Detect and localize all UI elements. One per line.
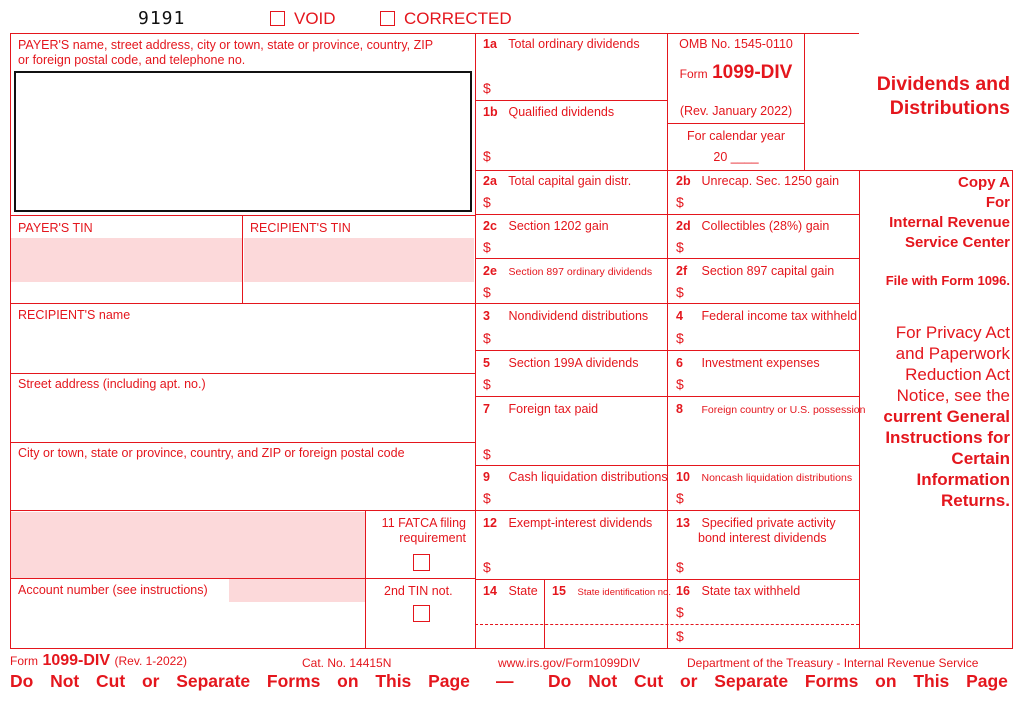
box-12-label: 12 Exempt-interest dividends <box>483 516 653 530</box>
box-10-field[interactable] <box>688 486 857 509</box>
recipient-name-field[interactable] <box>11 324 474 372</box>
privacy-notice: For Privacy Act and Paperwork Reduction Act Notice, see the <box>895 323 1010 405</box>
city-label: City or town, state or province, country, and ZIP or foreign postal code <box>18 446 405 460</box>
box-8-label: 8 Foreign country or U.S. possession <box>676 402 866 416</box>
irs-line-1: Internal Revenue <box>889 214 1010 231</box>
box-2e-dollar: $ <box>483 284 491 300</box>
account-label: Account number (see instructions) <box>18 583 208 597</box>
box-13-label: 13 Specified private activity <box>676 516 836 530</box>
payer-label: PAYER'S name, street address, city or town, state or province, country, ZIP <box>18 38 434 52</box>
recipient-tin-field[interactable] <box>244 238 474 302</box>
calendar-year-label: For calendar year <box>687 129 785 143</box>
cat-number: Cat. No. 14415N <box>302 656 392 670</box>
payer-info-field[interactable] <box>14 71 472 212</box>
box-3-dollar: $ <box>483 330 491 346</box>
box-5-field[interactable] <box>495 372 665 395</box>
form-id: Form 1099-DIV <box>679 62 793 83</box>
irs-line-2: Service Center <box>904 234 1010 251</box>
box-2a-field[interactable] <box>495 190 665 213</box>
box-16-field-1[interactable] <box>688 602 857 623</box>
box-15-label: 15 State identification no. <box>552 584 671 598</box>
box-15-field-1[interactable] <box>545 602 666 623</box>
instructions-notice: current General Instructions for Certain Information Returns. <box>883 407 1010 510</box>
void-label: VOID <box>294 9 336 28</box>
fatca-label-1: FATCA filing <box>398 516 466 530</box>
box-6-field[interactable] <box>688 372 857 395</box>
box-6-label: 6 Investment expenses <box>676 356 820 370</box>
box-7-dollar: $ <box>483 446 491 462</box>
second-tin-checkbox[interactable] <box>413 605 430 622</box>
box-2d-dollar: $ <box>676 239 684 255</box>
account-field[interactable] <box>11 602 364 647</box>
box-2c-label: 2c Section 1202 gain <box>483 219 609 233</box>
payer-tin-field[interactable] <box>11 238 242 302</box>
form-code: 9191 <box>138 8 186 29</box>
box-6-dollar: $ <box>676 376 684 392</box>
box-2b-dollar: $ <box>676 194 684 210</box>
box-15-field-2[interactable] <box>545 626 666 647</box>
box-2c-field[interactable] <box>495 235 665 257</box>
box-14-field-2[interactable] <box>476 626 543 647</box>
treasury-dept: Department of the Treasury - Internal Revenue Service <box>687 656 979 670</box>
recipient-tin-label: RECIPIENT'S TIN <box>250 221 351 235</box>
form-name: 1099-DIV <box>712 62 793 83</box>
box-12-field[interactable] <box>495 534 665 578</box>
box-2b-field[interactable] <box>688 190 857 213</box>
box-2a-dollar: $ <box>483 194 491 210</box>
box-4-field[interactable] <box>688 326 857 349</box>
do-not-cut-right: Do Not Cut or Separate Forms on This Page <box>548 671 1008 691</box>
box-2a-label: 2a Total capital gain distr. <box>483 174 632 188</box>
box-4-label: 4 Federal income tax withheld <box>676 309 858 323</box>
box-13-label-cont: bond interest dividends <box>698 531 827 545</box>
box-3-label: 3 Nondividend distributions <box>483 309 649 323</box>
void-checkbox[interactable] <box>270 11 285 26</box>
box-1a-field[interactable] <box>495 55 665 99</box>
box-2f-label: 2f Section 897 capital gain <box>676 264 835 278</box>
box-8-field[interactable] <box>676 420 857 464</box>
irs-url: www.irs.gov/Form1099DIV <box>498 656 641 670</box>
box-1a-label: 1a Total ordinary dividends <box>483 37 640 51</box>
box-2e-label: 2e Section 897 ordinary dividends <box>483 264 653 278</box>
fatca-label-2: requirement <box>399 531 466 545</box>
fatca-checkbox[interactable] <box>413 554 430 571</box>
box-2f-dollar: $ <box>676 284 684 300</box>
box-10-dollar: $ <box>676 490 684 506</box>
fatca-num: 11 <box>381 516 395 530</box>
box-5-label: 5 Section 199A dividends <box>483 356 639 370</box>
account-shade <box>229 579 365 602</box>
do-not-cut-left: Do Not Cut or Separate Forms on This Page <box>10 671 470 691</box>
box-9-field[interactable] <box>495 486 665 509</box>
box-4-dollar: $ <box>676 330 684 346</box>
shaded-block <box>11 512 365 578</box>
box-2d-field[interactable] <box>688 235 857 257</box>
box-3-field[interactable] <box>495 326 665 349</box>
box-13-field[interactable] <box>688 548 857 578</box>
footer-form-id: Form 1099-DIV (Rev. 1-2022) <box>10 652 187 669</box>
box-14-label: 14 State <box>483 584 538 598</box>
box-12-dollar: $ <box>483 559 491 575</box>
box-9-dollar: $ <box>483 490 491 506</box>
box-1b-label: 1b Qualified dividends <box>483 105 615 119</box>
box-16-dollar-2: $ <box>676 628 684 644</box>
box-2b-label: 2b Unrecap. Sec. 1250 gain <box>676 174 840 188</box>
payer-tin-label: PAYER'S TIN <box>18 221 93 235</box>
revision: (Rev. January 2022) <box>679 104 793 118</box>
copy-for: For <box>985 194 1010 211</box>
box-2d-label: 2d Collectibles (28%) gain <box>676 219 830 233</box>
box-1b-field[interactable] <box>495 122 665 168</box>
box-16-field-2[interactable] <box>688 626 857 647</box>
corrected-label: CORRECTED <box>404 9 512 28</box>
box-10-label: 10 Noncash liquidation distributions <box>676 470 853 484</box>
title-line-2: Distributions <box>889 97 1010 119</box>
box-16-label: 16 State tax withheld <box>676 584 801 598</box>
box-2c-dollar: $ <box>483 239 491 255</box>
box-13-dollar: $ <box>676 559 684 575</box>
box-9-label: 9 Cash liquidation distributions <box>483 470 668 484</box>
file-with: File with Form 1096. <box>885 273 1010 288</box>
title-line-1: Dividends and <box>876 73 1010 95</box>
calendar-year: 20 ____ <box>713 150 759 164</box>
warning-dash: — <box>496 671 514 691</box>
street-address-field[interactable] <box>11 393 474 441</box>
box-7-field[interactable] <box>495 420 665 464</box>
omb-number: OMB No. 1545-0110 <box>679 37 793 51</box>
box-7-label: 7 Foreign tax paid <box>483 402 599 416</box>
copy-a-block <box>862 173 1010 253</box>
payer-label-cont: or foreign postal code, and telephone no. <box>18 53 246 67</box>
recipient-name-label: RECIPIENT'S name <box>18 308 131 322</box>
fatca-label <box>366 516 466 531</box>
box-1a-dollar: $ <box>483 80 491 96</box>
footer-form-name: 1099-DIV <box>42 652 111 669</box>
city-field[interactable] <box>11 462 474 509</box>
box-14-field-1[interactable] <box>476 602 543 623</box>
copy-a: Copy A <box>958 174 1010 191</box>
street-address-label: Street address (including apt. no.) <box>18 377 206 391</box>
corrected-checkbox[interactable] <box>380 11 395 26</box>
box-2e-field[interactable] <box>495 280 665 302</box>
form-title <box>808 72 1010 120</box>
box-2f-field[interactable] <box>688 280 857 302</box>
box-16-dollar-1: $ <box>676 604 684 620</box>
box-1b-dollar: $ <box>483 148 491 164</box>
second-tin-label: 2nd TIN not. <box>384 584 453 598</box>
footer-rev: (Rev. 1-2022) <box>114 654 187 668</box>
box-5-dollar: $ <box>483 376 491 392</box>
